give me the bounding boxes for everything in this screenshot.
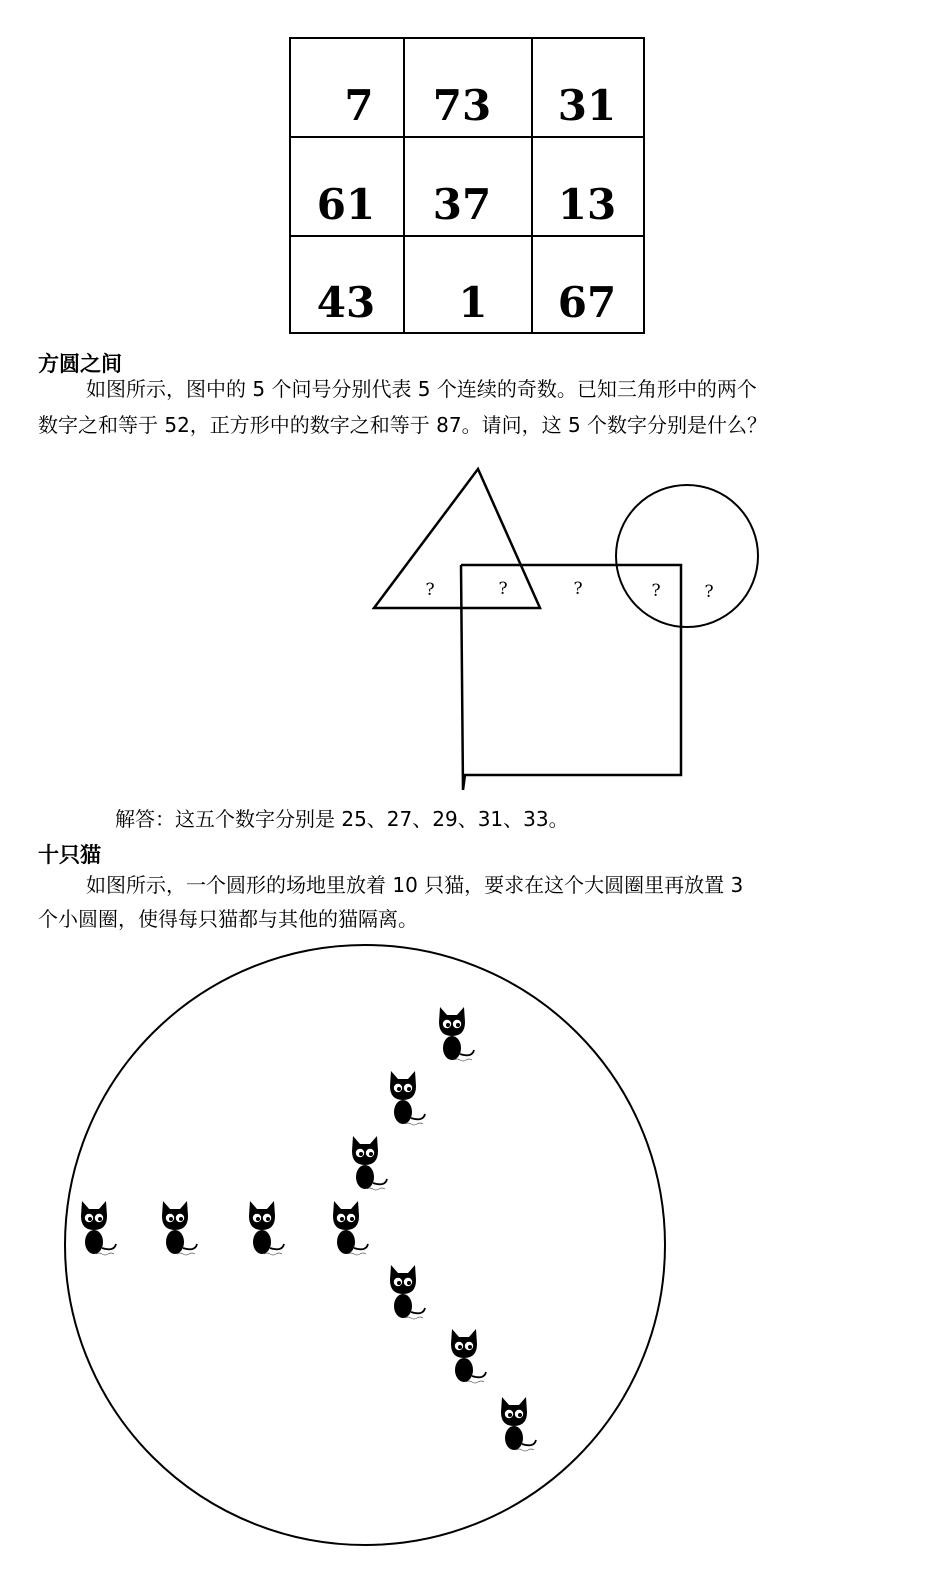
section-title: 十只猫 <box>38 843 101 867</box>
question-line: 个小圆圈，使得每只猫都与其他的猫隔离。 <box>38 907 418 931</box>
question-mark: ? <box>704 582 714 602</box>
question-mark: ? <box>573 579 583 599</box>
square-cell: 1 <box>458 278 488 327</box>
square-cell: 73 <box>432 81 492 130</box>
cat-icon <box>390 1071 425 1125</box>
question-line: 如图所示，一个圆形的场地里放着 10 只猫，要求在这个大圆圈里再放置 3 <box>86 873 744 897</box>
square-cell: 61 <box>316 180 376 229</box>
question-mark: ? <box>498 579 508 599</box>
section-title: 方圆之间 <box>38 352 122 376</box>
question-mark: ? <box>425 580 435 600</box>
question-mark: ? <box>651 581 661 601</box>
square-cell: 7 <box>344 81 374 130</box>
cat-icon <box>162 1201 197 1255</box>
cat-icon <box>81 1201 116 1255</box>
question-line: 如图所示，图中的 5 个问号分别代表 5 个连续的奇数。已知三角形中的两个 <box>86 377 757 401</box>
cat-icon <box>333 1201 368 1255</box>
cat-icon <box>390 1265 425 1319</box>
square-cell: 67 <box>557 278 617 327</box>
square-cell: 13 <box>557 180 617 229</box>
cat-icon <box>249 1201 284 1255</box>
cat-icon <box>501 1397 536 1451</box>
big-circle <box>65 945 665 1545</box>
answer-text: 解答：这五个数字分别是 25、27、29、31、33。 <box>115 807 569 831</box>
cat-icon <box>451 1329 486 1383</box>
cat-icon <box>352 1136 387 1190</box>
question-line: 数字之和等于 52，正方形中的数字之和等于 87。请问，这 5 个数字分别是什么？ <box>38 413 768 437</box>
square-cell: 43 <box>316 278 376 327</box>
square-cell: 31 <box>557 81 617 130</box>
cat-icon <box>439 1007 474 1061</box>
square-cell: 37 <box>432 180 492 229</box>
